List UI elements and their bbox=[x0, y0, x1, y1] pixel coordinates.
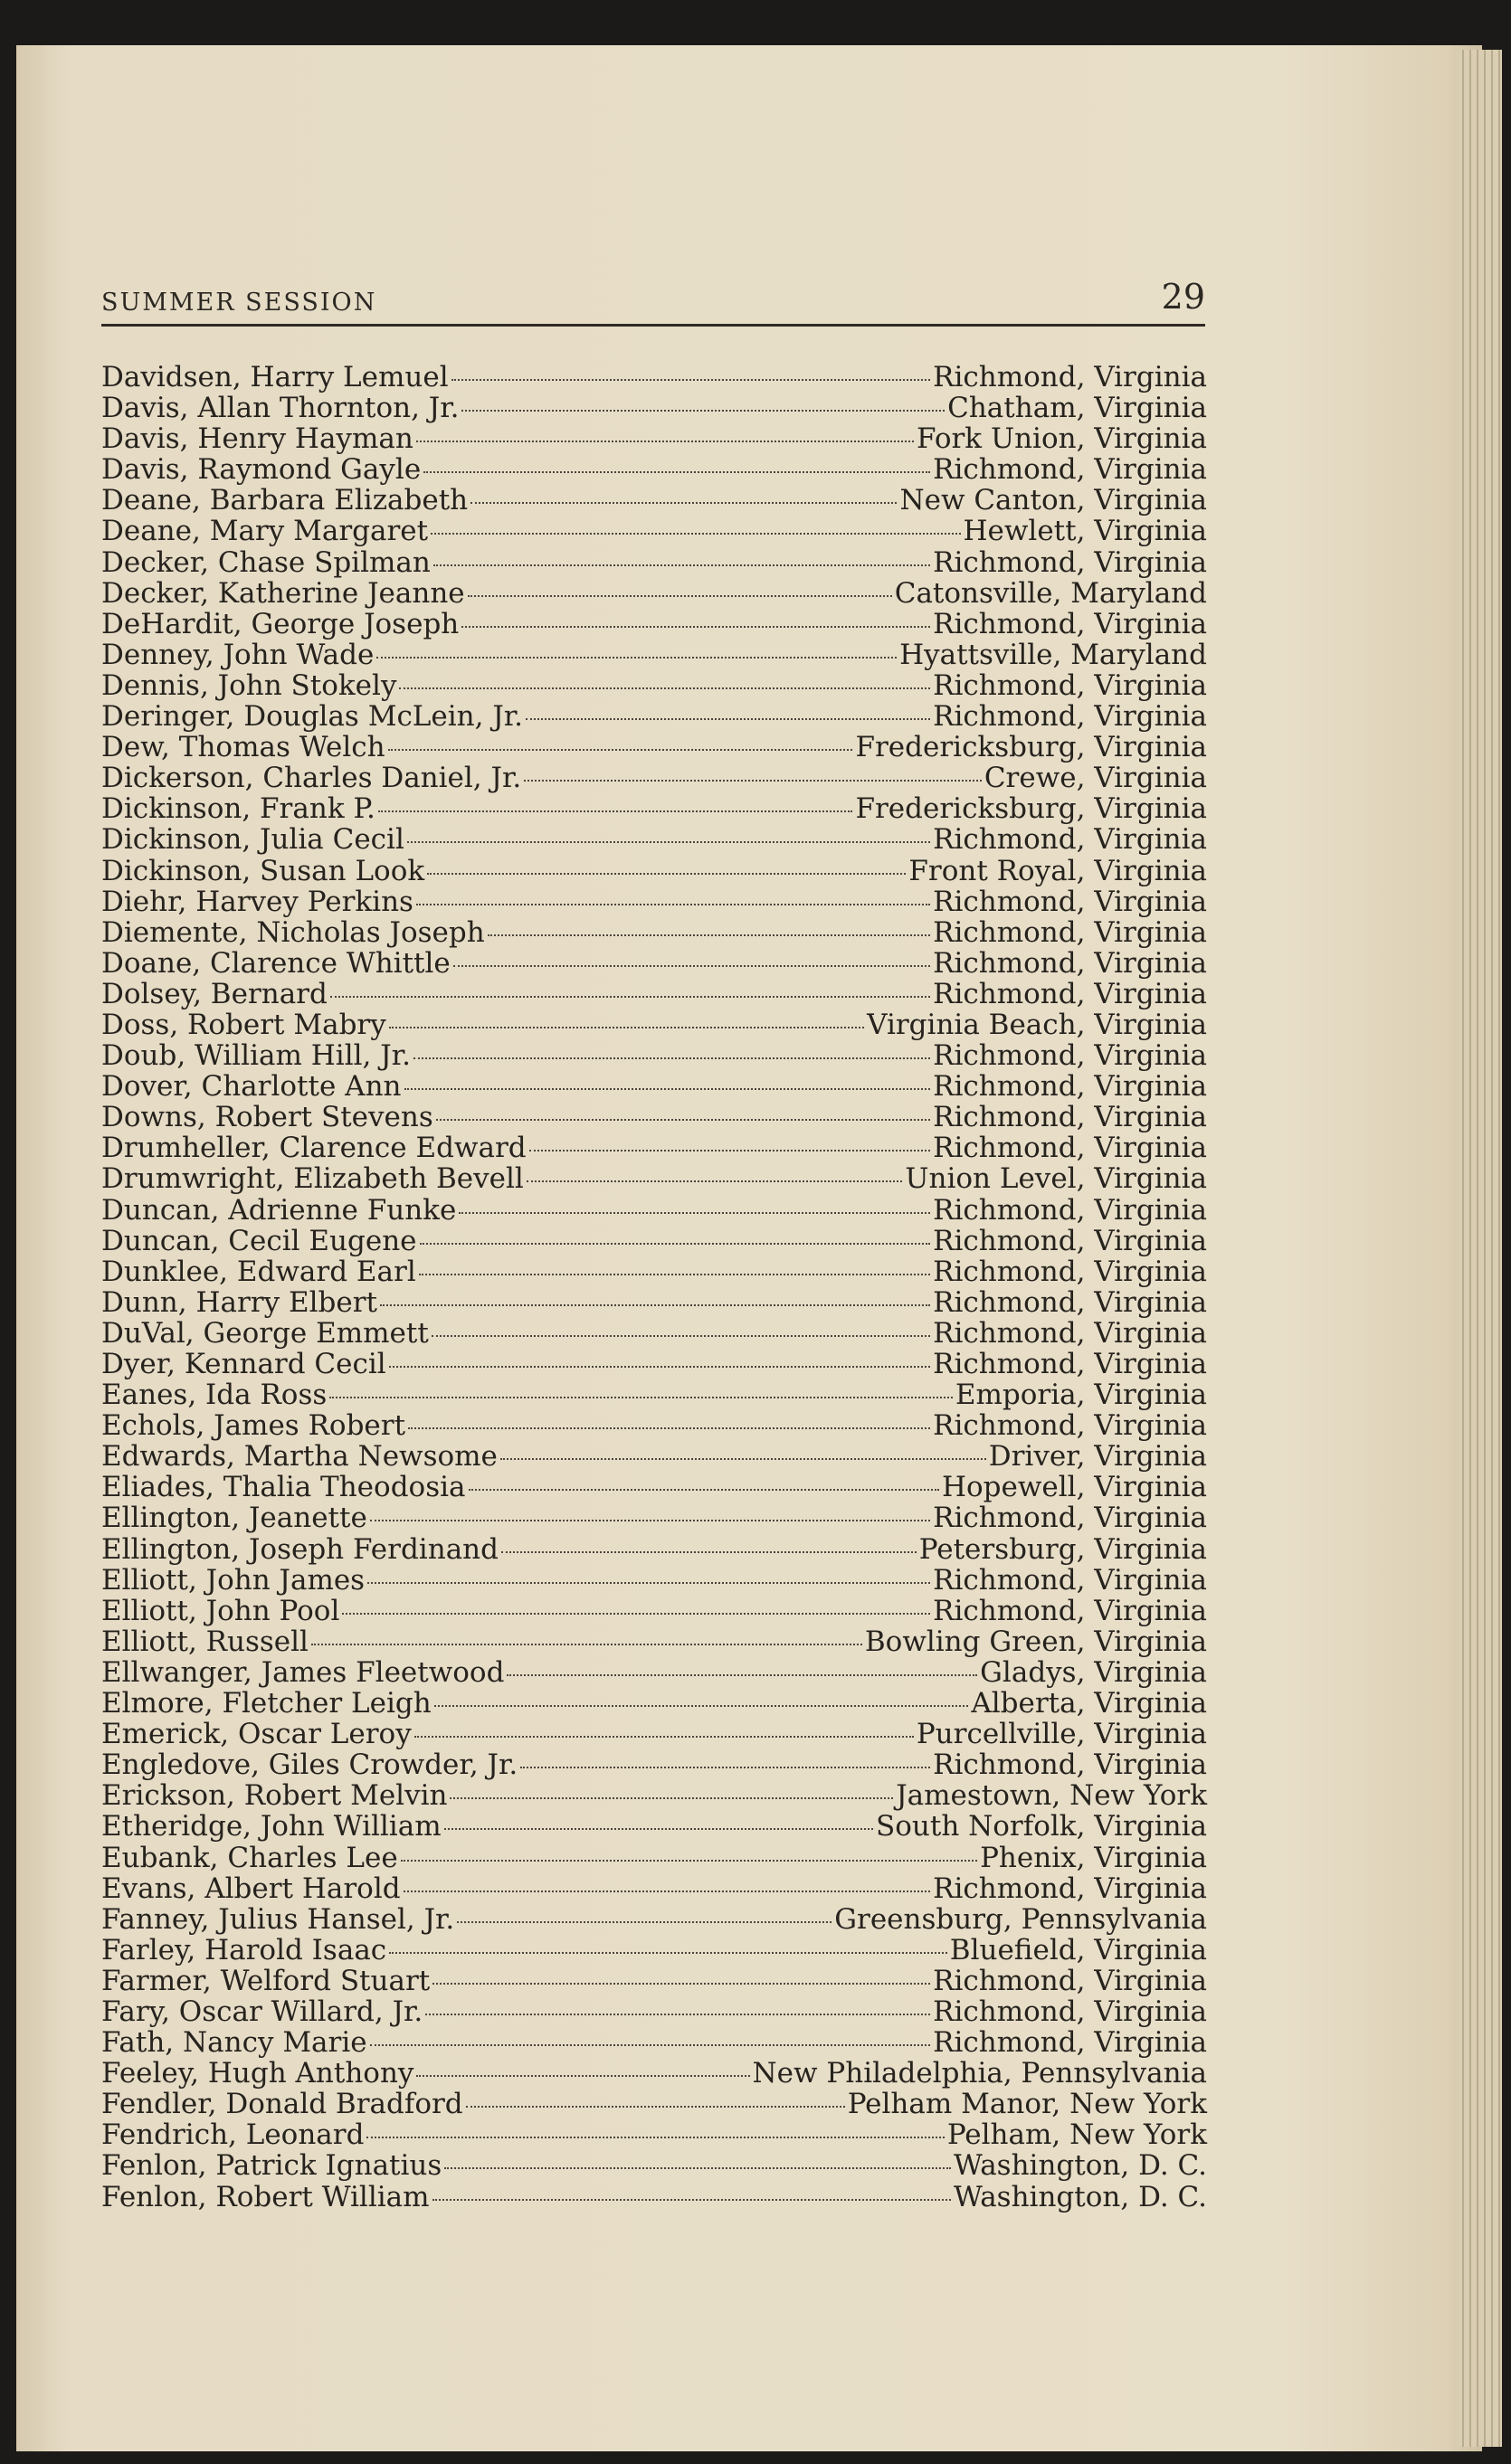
dot-leader bbox=[520, 1767, 930, 1768]
student-name: Dunklee, Edward Earl bbox=[101, 1255, 416, 1288]
hometown: Greensburg, Pennsylvania bbox=[834, 1902, 1207, 1936]
directory-entry bbox=[101, 1226, 1207, 1256]
dot-leader bbox=[423, 471, 930, 473]
student-name: Downs, Robert Stevens bbox=[101, 1101, 433, 1134]
hometown: Richmond, Virginia bbox=[933, 607, 1207, 640]
student-name: Elliott, John Pool bbox=[101, 1594, 340, 1627]
dot-leader bbox=[388, 749, 853, 751]
dot-leader bbox=[399, 687, 930, 689]
student-name: Dew, Thomas Welch bbox=[101, 731, 385, 764]
hometown: Catonsville, Maryland bbox=[894, 576, 1207, 610]
student-name: Elliott, John James bbox=[101, 1563, 366, 1597]
directory-entry bbox=[101, 1441, 1207, 1472]
dot-leader bbox=[461, 410, 945, 412]
dot-leader bbox=[389, 1952, 947, 1954]
directory-entry bbox=[101, 2150, 1207, 2181]
directory-entry bbox=[101, 793, 1207, 824]
student-name: Davis, Henry Hayman bbox=[101, 422, 413, 456]
student-name: Fary, Oscar Willard, Jr. bbox=[101, 1995, 423, 2028]
student-name: Elmore, Fletcher Leigh bbox=[101, 1687, 432, 1720]
directory-entry bbox=[101, 1873, 1207, 1904]
hometown: Alberta, Virginia bbox=[971, 1687, 1207, 1720]
dot-leader bbox=[461, 626, 930, 628]
student-name: Diehr, Harvey Perkins bbox=[101, 885, 413, 918]
student-name: Edwards, Martha Newsome bbox=[101, 1440, 498, 1474]
directory-entry bbox=[101, 1565, 1207, 1596]
directory-entry bbox=[101, 640, 1207, 670]
directory-entry bbox=[101, 485, 1207, 516]
hometown: Virginia Beach, Virginia bbox=[867, 1008, 1207, 1041]
hometown: Richmond, Virginia bbox=[933, 1995, 1207, 2028]
directory-entry bbox=[101, 1502, 1207, 1533]
hometown: Richmond, Virginia bbox=[933, 668, 1207, 702]
hometown: Chatham, Virginia bbox=[947, 392, 1207, 425]
directory-entry bbox=[101, 1040, 1207, 1071]
student-name: Engledove, Giles Crowder, Jr. bbox=[101, 1748, 518, 1782]
directory-entry bbox=[101, 1256, 1207, 1287]
dot-leader bbox=[488, 934, 930, 936]
directory-entry bbox=[101, 1749, 1207, 1780]
student-name: Echols, James Robert bbox=[101, 1409, 406, 1443]
directory-entry bbox=[101, 701, 1207, 732]
dot-leader bbox=[408, 1427, 930, 1429]
student-name: Davis, Raymond Gayle bbox=[101, 453, 422, 487]
student-name: Dickinson, Julia Cecil bbox=[101, 823, 404, 857]
directory-entry bbox=[101, 886, 1207, 917]
directory-entry bbox=[101, 1318, 1207, 1349]
hometown: Union Level, Virginia bbox=[905, 1162, 1207, 1196]
hometown: Gladys, Virginia bbox=[980, 1655, 1207, 1689]
hometown: Richmond, Virginia bbox=[933, 946, 1207, 980]
dot-leader bbox=[457, 1921, 832, 1923]
dot-leader bbox=[389, 1366, 930, 1368]
directory-entry bbox=[101, 423, 1207, 454]
student-name: Duncan, Cecil Eugene bbox=[101, 1224, 417, 1257]
hometown: Crewe, Virginia bbox=[984, 762, 1207, 795]
dot-leader bbox=[329, 1397, 953, 1398]
dot-leader bbox=[432, 2199, 951, 2201]
directory-entry bbox=[101, 670, 1207, 701]
dot-leader bbox=[420, 1243, 931, 1245]
directory-entry bbox=[101, 2182, 1207, 2213]
student-name: Diemente, Nicholas Joseph bbox=[101, 915, 485, 949]
directory-entry bbox=[101, 454, 1207, 485]
dot-leader bbox=[330, 996, 930, 998]
hometown: Richmond, Virginia bbox=[933, 2026, 1207, 2060]
hometown: Richmond, Virginia bbox=[933, 1563, 1207, 1597]
student-name: Davis, Allan Thornton, Jr. bbox=[101, 392, 460, 425]
student-name: Drumheller, Clarence Edward bbox=[101, 1132, 527, 1165]
student-name: Farmer, Welford Stuart bbox=[101, 1964, 431, 1997]
directory-entry bbox=[101, 578, 1207, 609]
dot-leader bbox=[507, 1674, 977, 1676]
student-name: Fenlon, Patrick Ignatius bbox=[101, 2149, 442, 2183]
student-name: Etheridge, John William bbox=[101, 1810, 442, 1843]
hometown: Hopewell, Virginia bbox=[941, 1471, 1207, 1504]
hometown: Richmond, Virginia bbox=[933, 1502, 1207, 1535]
hometown: Richmond, Virginia bbox=[933, 700, 1207, 734]
hometown: Emporia, Virginia bbox=[955, 1379, 1207, 1412]
dot-leader bbox=[500, 1458, 986, 1460]
dot-leader bbox=[434, 1705, 969, 1707]
dot-leader bbox=[432, 1335, 930, 1337]
hometown: Richmond, Virginia bbox=[933, 1748, 1207, 1782]
student-name: Dyer, Kennard Cecil bbox=[101, 1348, 386, 1380]
hometown: Fredericksburg, Virginia bbox=[855, 792, 1207, 826]
directory-entry bbox=[101, 1071, 1207, 1102]
directory-entry bbox=[101, 1966, 1207, 1996]
hometown: Richmond, Virginia bbox=[933, 885, 1207, 918]
student-name: Elliott, Russell bbox=[101, 1625, 309, 1658]
student-name: Ellwanger, James Fleetwood bbox=[101, 1655, 505, 1689]
student-name: Evans, Albert Harold bbox=[101, 1872, 401, 1905]
dot-leader bbox=[366, 2137, 944, 2138]
student-name: Fendrich, Leonard bbox=[101, 2118, 365, 2152]
dot-leader bbox=[451, 379, 931, 381]
hometown: South Norfolk, Virginia bbox=[876, 1810, 1207, 1843]
student-name: Eanes, Ida Ross bbox=[101, 1379, 328, 1412]
hometown: Fredericksburg, Virginia bbox=[855, 731, 1207, 764]
page-header bbox=[101, 270, 1205, 327]
hometown: Richmond, Virginia bbox=[933, 453, 1207, 487]
directory-entry bbox=[101, 2089, 1207, 2119]
dot-leader bbox=[427, 873, 906, 875]
directory-entry bbox=[101, 1163, 1207, 1194]
student-name: Dunn, Harry Elbert bbox=[101, 1285, 377, 1319]
hometown: Phenix, Virginia bbox=[980, 1841, 1207, 1874]
student-name: Deringer, Douglas McLein, Jr. bbox=[101, 700, 524, 734]
dot-leader bbox=[453, 965, 930, 967]
directory-entry bbox=[101, 732, 1207, 763]
student-name: Fath, Nancy Marie bbox=[101, 2026, 367, 2060]
student-name: Dover, Charlotte Ann bbox=[101, 1070, 402, 1104]
directory-entry bbox=[101, 856, 1207, 886]
directory-entry bbox=[101, 516, 1207, 546]
student-name: Dolsey, Bernard bbox=[101, 977, 328, 1010]
directory-entry bbox=[101, 1472, 1207, 1502]
student-name: Ellington, Joseph Ferdinand bbox=[101, 1532, 499, 1566]
student-name: Denney, John Wade bbox=[101, 638, 375, 671]
hometown: New Canton, Virginia bbox=[899, 484, 1207, 517]
dot-leader bbox=[469, 1489, 939, 1491]
dot-leader bbox=[416, 441, 914, 442]
dot-leader bbox=[450, 1797, 893, 1799]
running-head: SUMMER SESSION bbox=[101, 289, 377, 317]
dot-leader bbox=[433, 564, 930, 566]
student-name: Eubank, Charles Lee bbox=[101, 1841, 398, 1874]
hometown: Bowling Green, Virginia bbox=[864, 1625, 1207, 1658]
hometown: Richmond, Virginia bbox=[933, 1070, 1207, 1104]
student-name: Eliades, Thalia Theodosia bbox=[101, 1471, 466, 1504]
dot-leader bbox=[370, 1520, 930, 1521]
dot-leader bbox=[444, 1828, 873, 1830]
directory-entry bbox=[101, 1780, 1207, 1811]
dot-leader bbox=[413, 1057, 930, 1059]
student-directory-list bbox=[101, 362, 1207, 2213]
student-name: Erickson, Robert Melvin bbox=[101, 1779, 448, 1813]
dot-leader bbox=[407, 841, 930, 843]
directory-entry bbox=[101, 1287, 1207, 1318]
page-number: 29 bbox=[1161, 277, 1205, 317]
directory-entry bbox=[101, 547, 1207, 578]
dot-leader bbox=[378, 810, 853, 812]
hometown: New Philadelphia, Pennsylvania bbox=[752, 2057, 1207, 2090]
dot-leader bbox=[376, 657, 897, 659]
directory-entry bbox=[101, 393, 1207, 423]
student-name: Deane, Mary Margaret bbox=[101, 515, 429, 548]
hometown: Richmond, Virginia bbox=[933, 1316, 1207, 1350]
student-name: Drumwright, Elizabeth Bevell bbox=[101, 1162, 524, 1196]
dot-leader bbox=[404, 1088, 931, 1090]
hometown: Richmond, Virginia bbox=[933, 1132, 1207, 1165]
hometown: Bluefield, Virginia bbox=[949, 1933, 1207, 1966]
hometown: Richmond, Virginia bbox=[933, 1193, 1207, 1227]
directory-entry bbox=[101, 948, 1207, 979]
hometown: Front Royal, Virginia bbox=[908, 854, 1207, 887]
directory-entry bbox=[101, 1596, 1207, 1626]
hometown: Richmond, Virginia bbox=[933, 1101, 1207, 1134]
directory-entry bbox=[101, 1534, 1207, 1565]
dot-leader bbox=[416, 904, 930, 905]
dot-leader bbox=[470, 502, 897, 504]
hometown: Washington, D. C. bbox=[954, 2180, 1207, 2213]
hometown: Richmond, Virginia bbox=[933, 545, 1207, 579]
dot-leader bbox=[380, 1304, 930, 1306]
directory-entry bbox=[101, 1626, 1207, 1657]
directory-entry bbox=[101, 1935, 1207, 1966]
dot-leader bbox=[370, 2044, 931, 2046]
dot-leader bbox=[501, 1551, 917, 1553]
dot-leader bbox=[468, 595, 892, 597]
student-name: Fendler, Donald Bradford bbox=[101, 2088, 463, 2121]
student-name: Deane, Barbara Elizabeth bbox=[101, 484, 469, 517]
dot-leader bbox=[436, 1119, 930, 1121]
directory-entry bbox=[101, 2119, 1207, 2150]
hometown: Richmond, Virginia bbox=[933, 1224, 1207, 1257]
hometown: Petersburg, Virginia bbox=[918, 1532, 1207, 1566]
directory-entry bbox=[101, 824, 1207, 855]
dot-leader bbox=[432, 1983, 930, 1985]
dot-leader bbox=[524, 780, 982, 782]
dot-leader bbox=[527, 1180, 903, 1182]
hometown: Jamestown, New York bbox=[896, 1779, 1207, 1813]
hometown: Richmond, Virginia bbox=[933, 977, 1207, 1010]
directory-entry bbox=[101, 1410, 1207, 1441]
directory-entry bbox=[101, 2058, 1207, 2089]
page-edges bbox=[1457, 50, 1502, 2447]
dot-leader bbox=[404, 1891, 931, 1892]
dot-leader bbox=[416, 2075, 749, 2077]
hometown: Hewlett, Virginia bbox=[963, 515, 1207, 548]
directory-entry bbox=[101, 1132, 1207, 1163]
hometown: Richmond, Virginia bbox=[933, 1348, 1207, 1380]
dot-leader bbox=[401, 1860, 977, 1862]
directory-entry bbox=[101, 1379, 1207, 1410]
directory-entry bbox=[101, 1349, 1207, 1379]
hometown: Richmond, Virginia bbox=[933, 823, 1207, 857]
dot-leader bbox=[444, 2167, 951, 2169]
dot-leader bbox=[431, 533, 960, 535]
student-name: Doub, William Hill, Jr. bbox=[101, 1039, 411, 1073]
hometown: Richmond, Virginia bbox=[933, 1594, 1207, 1627]
directory-entry bbox=[101, 1996, 1207, 2027]
directory-entry bbox=[101, 763, 1207, 793]
student-name: Decker, Chase Spilman bbox=[101, 545, 431, 579]
student-name: Feeley, Hugh Anthony bbox=[101, 2057, 414, 2090]
dot-leader bbox=[367, 1582, 930, 1584]
student-name: DeHardit, George Joseph bbox=[101, 607, 460, 640]
dot-leader bbox=[529, 1150, 931, 1151]
student-name: Duncan, Adrienne Funke bbox=[101, 1193, 457, 1227]
hometown: Pelham, New York bbox=[946, 2118, 1207, 2152]
directory-entry bbox=[101, 917, 1207, 948]
hometown: Pelham Manor, New York bbox=[847, 2088, 1207, 2121]
hometown: Driver, Virginia bbox=[988, 1440, 1207, 1474]
hometown: Fork Union, Virginia bbox=[917, 422, 1207, 456]
dot-leader bbox=[342, 1613, 930, 1615]
student-name: Dickerson, Charles Daniel, Jr. bbox=[101, 762, 522, 795]
hometown: Richmond, Virginia bbox=[933, 1964, 1207, 1997]
hometown: Richmond, Virginia bbox=[933, 1285, 1207, 1319]
dot-leader bbox=[414, 1736, 914, 1738]
directory-entry bbox=[101, 979, 1207, 1009]
directory-entry bbox=[101, 1843, 1207, 1873]
dot-leader bbox=[425, 2014, 930, 2015]
dot-leader bbox=[526, 718, 930, 720]
student-name: Davidsen, Harry Lemuel bbox=[101, 361, 449, 393]
directory-entry bbox=[101, 1719, 1207, 1749]
student-name: Doane, Clarence Whittle bbox=[101, 946, 451, 980]
dot-leader bbox=[311, 1644, 862, 1645]
student-name: Fanney, Julius Hansel, Jr. bbox=[101, 1902, 455, 1936]
directory-entry bbox=[101, 1195, 1207, 1226]
directory-entry bbox=[101, 1811, 1207, 1842]
student-name: Decker, Katherine Jeanne bbox=[101, 576, 465, 610]
hometown: Richmond, Virginia bbox=[933, 1039, 1207, 1073]
hometown: Richmond, Virginia bbox=[933, 1872, 1207, 1905]
hometown: Hyattsville, Maryland bbox=[899, 638, 1207, 671]
hometown: Washington, D. C. bbox=[954, 2149, 1207, 2183]
student-name: Doss, Robert Mabry bbox=[101, 1008, 386, 1041]
hometown: Purcellville, Virginia bbox=[916, 1718, 1207, 1751]
directory-entry bbox=[101, 2027, 1207, 2058]
dot-leader bbox=[459, 1212, 930, 1214]
hometown: Richmond, Virginia bbox=[933, 361, 1207, 393]
student-name: Emerick, Oscar Leroy bbox=[101, 1718, 412, 1751]
directory-entry bbox=[101, 609, 1207, 640]
directory-entry bbox=[101, 1904, 1207, 1935]
directory-entry bbox=[101, 1657, 1207, 1688]
hometown: Richmond, Virginia bbox=[933, 915, 1207, 949]
student-name: Ellington, Jeanette bbox=[101, 1502, 367, 1535]
student-name: Farley, Harold Isaac bbox=[101, 1933, 387, 1966]
student-name: DuVal, George Emmett bbox=[101, 1316, 429, 1350]
directory-entry bbox=[101, 1102, 1207, 1132]
dot-leader bbox=[389, 1027, 864, 1028]
student-name: Dennis, John Stokely bbox=[101, 668, 397, 702]
directory-entry bbox=[101, 362, 1207, 393]
hometown: Richmond, Virginia bbox=[933, 1409, 1207, 1443]
directory-entry bbox=[101, 1688, 1207, 1719]
dot-leader bbox=[466, 2106, 845, 2108]
directory-entry bbox=[101, 1009, 1207, 1040]
dot-leader bbox=[419, 1274, 930, 1275]
student-name: Dickinson, Susan Look bbox=[101, 854, 425, 887]
hometown: Richmond, Virginia bbox=[933, 1255, 1207, 1288]
student-name: Fenlon, Robert William bbox=[101, 2180, 430, 2213]
student-name: Dickinson, Frank P. bbox=[101, 792, 375, 826]
